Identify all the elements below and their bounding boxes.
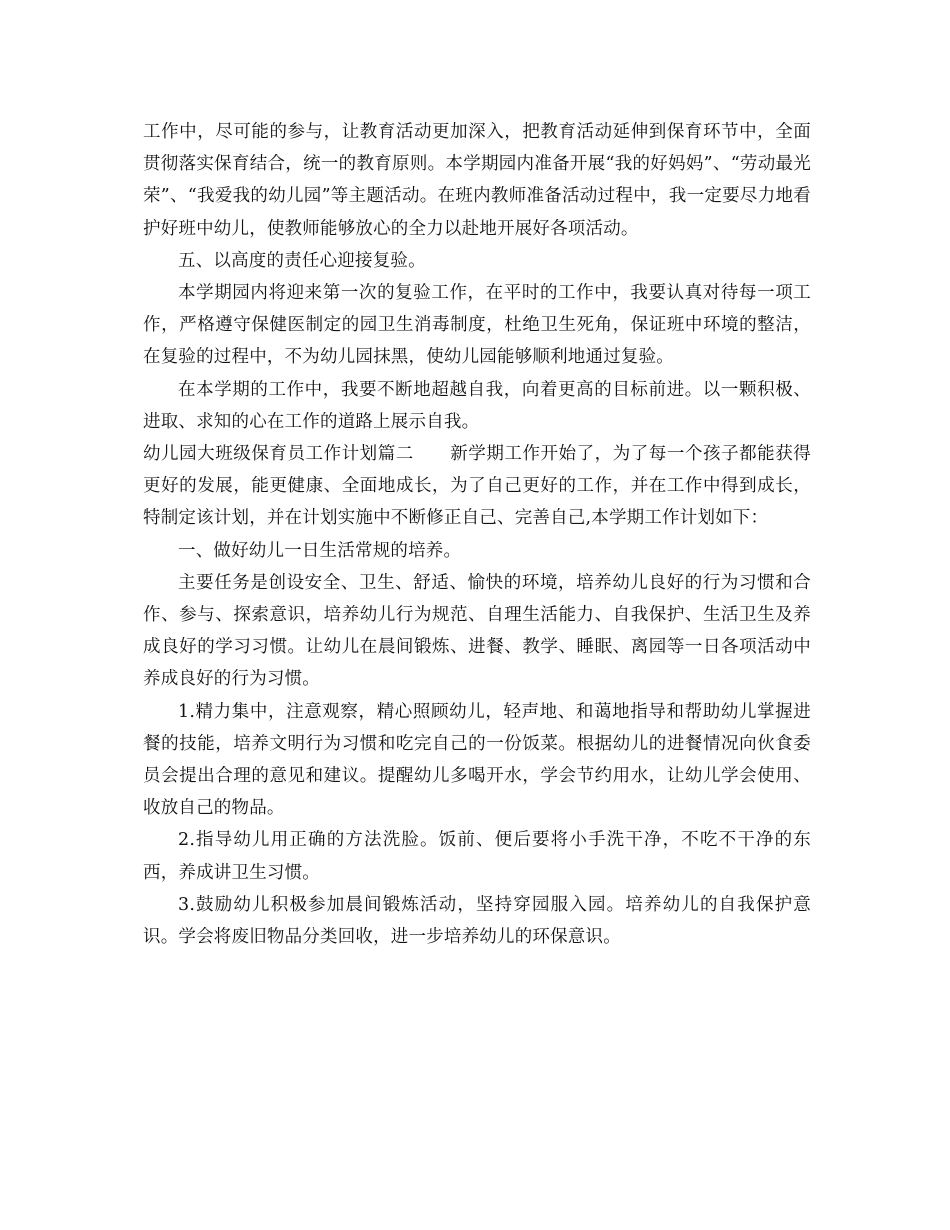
list-item: 3.鼓励幼儿积极参加晨间锻炼活动，坚持穿园服入园。培养幼儿的自我保护意识。学会将废旧物品分类回收，进一步培养幼儿的环保意识。	[143, 894, 811, 948]
paragraph: 主要任务是创设安全、卫生、舒适、愉快的环境，培养幼儿良好的行为习惯和合作、参与、探索意识，培养幼儿行为规范、自理生活能力、自我保护、生活卫生及养成良好的学习习惯。让幼儿在晨间锻炼、进餐、教学、睡眠、离园等一日各项活动中养成良好的行为习惯。	[143, 572, 811, 690]
section-heading: 五、以高度的责任心迎接复验。	[178, 250, 426, 271]
document-body	[143, 116, 811, 953]
list-item: 1.精力集中，注意观察，精心照顾幼儿，轻声地、和蔼地指导和帮助幼儿掌握进餐的技能，培养文明行为习惯和吃完自己的一份饭菜。根据幼儿的进餐情况向伙食委员会提出合理的意见和建议。提醒幼儿多喝开水，学会节约用水，让幼儿学会使用、收放自己的物品。	[143, 701, 811, 819]
paragraph-text: 新学期工作开始了，为了每一个孩子都能获得更好的发展，能更健康、全面地成长，为了自己更好的工作，并在工作中得到成长，特制定该计划，并在计划实施中不断修正自己、完善自己,本学期工作计划如下：	[143, 444, 812, 529]
section-heading: 一、做好幼儿一日生活常规的培养。	[178, 540, 462, 561]
paragraph: 在本学期的工作中，我要不断地超越自我，向着更高的目标前进。以一颗积极、进取、求知的心在工作的道路上展示自我。	[143, 379, 811, 432]
article-title: 幼儿园大班级保育员工作计划篇二	[143, 444, 414, 465]
list-item: 2.指导幼儿用正确的方法洗脸。饭前、便后要将小手洗干净，不吃不干净的东西，养成讲卫生习惯。	[143, 830, 811, 883]
paragraph: 本学期园内将迎来第一次的复验工作，在平时的工作中，我要认真对待每一项工作，严格遵守保健医制定的园卫生消毒制度，杜绝卫生死角，保证班中环境的整洁，在复验的过程中，不为幼儿园抹黑，使幼儿园能够顺利地通过复验。	[143, 283, 811, 368]
paragraph: 工作中，尽可能的参与，让教育活动更加深入，把教育活动延伸到保育环节中，全面贯彻落实保育结合，统一的教育原则。本学期园内准备开展“我的好妈妈”、“劳动最光荣”、“我爱我的幼儿园”等主题活动。在班内教师准备活动过程中，我一定要尽力地看护好班中幼儿，使教师能够放心的全力以赴地开展好各项活动。	[143, 122, 811, 239]
paragraph-with-title	[143, 438, 811, 535]
